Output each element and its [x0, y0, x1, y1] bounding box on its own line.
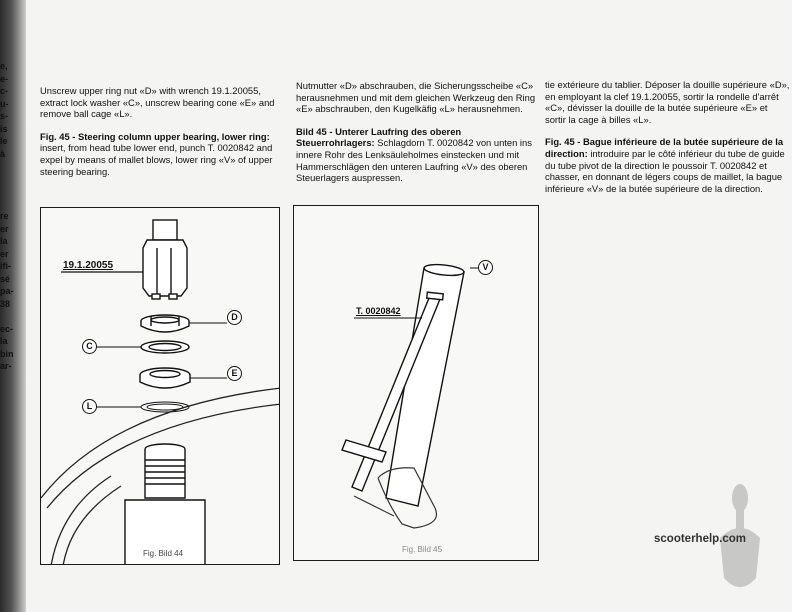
margin-fragment: e-: [0, 73, 9, 84]
figure-45-illustration: [294, 206, 539, 561]
german-column: [296, 80, 541, 195]
wrench-tool-label: 19.1.20055: [63, 260, 114, 271]
margin-fragment: bin: [0, 348, 14, 359]
callout-c: C: [82, 339, 97, 354]
margin-fragment: la: [0, 236, 8, 246]
margin-fragment: [0, 173, 20, 186]
english-paragraph-1: Unscrew upper ring nut «D» with wrench 19.1.20055, extract lock washer «C», unscrew bearing cone «E» and remove ball cage «L».: [40, 85, 275, 120]
margin-fragment: la: [0, 336, 8, 346]
callout-d: D: [227, 310, 242, 325]
margin-fragment: pa-: [0, 286, 14, 296]
margin-fragment: sé: [0, 273, 11, 284]
margin-fragment: [0, 185, 20, 198]
margin-fragment: [0, 198, 20, 211]
german-fig45-heading: Bild 45 - Unterer Laufring des oberen Steuerrohrlagers:: [296, 125, 462, 149]
previous-page-margin-text: [0, 60, 20, 373]
english-column: [40, 85, 286, 188]
figure-44-box: [40, 207, 280, 565]
margin-fragment: er: [0, 248, 9, 259]
figure-45-box: [293, 205, 539, 561]
figure-45-caption: Fig. Bild 45: [402, 545, 443, 554]
margin-fragment: 38: [0, 298, 11, 309]
margin-fragment: e,: [0, 61, 8, 71]
margin-fragment: [0, 310, 20, 323]
german-paragraph-2: [296, 126, 541, 184]
english-fig45-body: insert, from head tube lower end, punch T. 0020842 and expel by means of mallet blows, lower ring «V» of upper steering bearing.: [40, 142, 273, 177]
french-fig45-body: introduire par le côté inférieur du tube de guide du tube pivot de la direction le poussoir T. 0020842 et chasser, en donnant de légers coups de maillet, la bague inférieure «V» de la butée supérieure de la direction.: [545, 147, 785, 194]
french-fig45-heading: Fig. 45 - Bague inférieure de la butée supérieure de la direction:: [545, 136, 784, 159]
figure-44-caption: Fig. Bild 44: [143, 549, 184, 558]
margin-fragment: c-: [0, 86, 9, 96]
margin-fragment: u-: [0, 98, 9, 109]
margin-fragment: le: [0, 136, 8, 146]
margin-fragment: s-: [0, 111, 9, 121]
punch-tool-label: T. 0020842: [356, 306, 401, 316]
margin-fragment: ifi-: [0, 261, 11, 271]
french-paragraph-2: [545, 136, 790, 194]
margin-fragment: ar-: [0, 361, 12, 371]
french-column: [545, 79, 790, 205]
callout-l: L: [82, 399, 97, 414]
callout-v: V: [478, 260, 493, 275]
english-fig45-heading: Fig. 45 - Steering column upper bearing, lower ring:: [40, 130, 270, 142]
margin-fragment: ec-: [0, 323, 14, 334]
margin-fragment: à: [0, 148, 6, 159]
french-paragraph-1: tie extérieure du tablier. Déposer la douille supérieure «D», en employant la clef 19.1.20055, sortir la rondelle d'arrêt «C», dévisser la douille de la butée supérieure «E» et sortir la cage à billes «L».: [545, 79, 790, 125]
margin-fragment: re: [0, 211, 9, 221]
margin-fragment: er: [0, 223, 9, 234]
english-paragraph-2: [40, 131, 286, 177]
margin-fragment: [0, 160, 20, 173]
margin-fragment: is: [0, 123, 8, 134]
callout-e: E: [227, 366, 242, 381]
german-paragraph-1: Nutmutter «D» abschrauben, die Sicherungsscheibe «C» herausnehmen und mit dem gleichen Werkzeug den Ring «E» abschrauben, den Kugelkäfig «L» herausnehmen.: [296, 80, 536, 115]
scooterhelp-watermark: scooterhelp.com: [654, 533, 747, 545]
german-fig45-body: Schlagdorn T. 0020842 von unten ins innere Rohr des Lenksäuleholmes einstecken und mit Hammerschlägen den unteren Laufring «V» des oberen Steuerlagers auspressen.: [296, 137, 532, 184]
